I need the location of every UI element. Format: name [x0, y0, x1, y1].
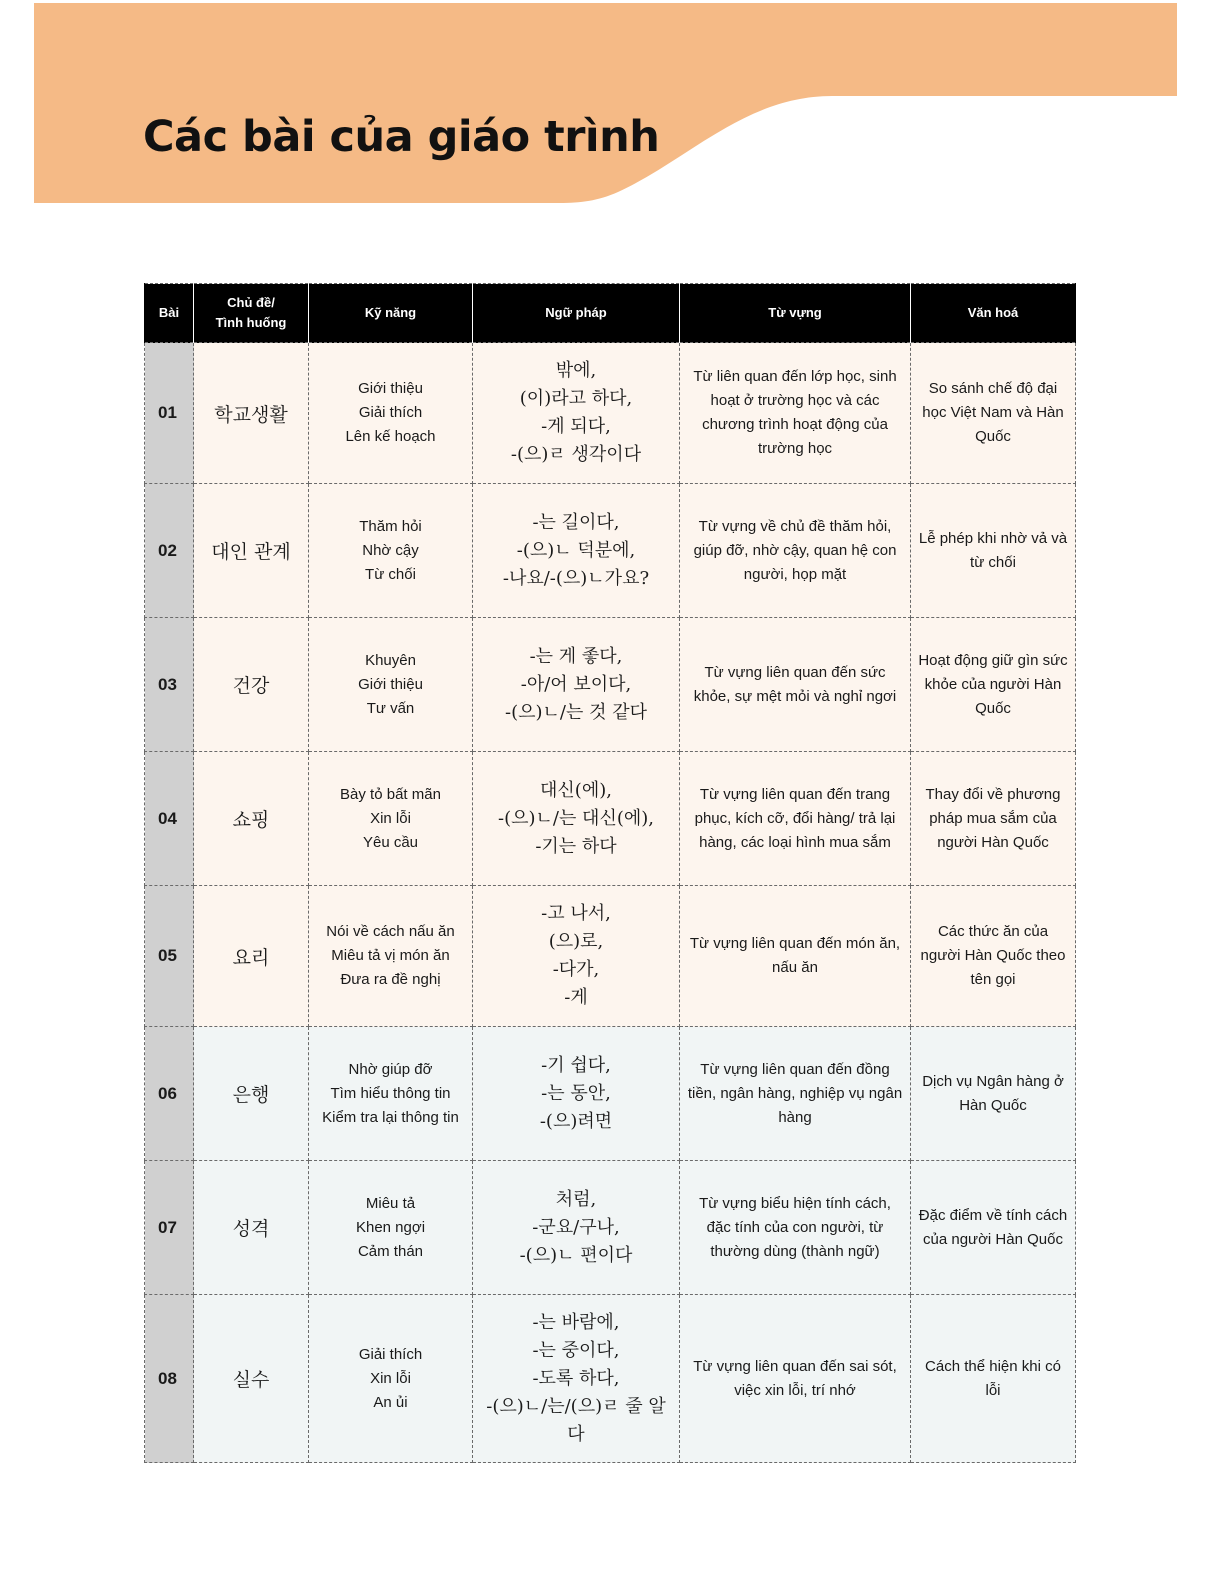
- lesson-grammar: 밖에, (이)라고 하다, -게 되다, -(으)ㄹ 생각이다: [473, 343, 680, 484]
- lesson-vocabulary: Từ vựng liên quan đến trang phục, kích cỡ, đổi hàng/ trả lại hàng, các loại hình mua sắm: [680, 752, 911, 886]
- lesson-vocabulary: Từ vựng liên quan đến đồng tiền, ngân hàng, nghiệp vụ ngân hàng: [680, 1027, 911, 1161]
- header-band-shape: [34, 3, 1177, 203]
- lesson-skills: Khuyên Giới thiệu Tư vấn: [309, 618, 473, 752]
- lesson-topic: 실수: [194, 1295, 309, 1463]
- lesson-number: 02: [145, 484, 194, 618]
- lesson-culture: Hoạt động giữ gìn sức khỏe của người Hàn Quốc: [911, 618, 1076, 752]
- table-row: [145, 1161, 1076, 1295]
- header-topic: Chủ đề/ Tình huống: [194, 284, 309, 343]
- lesson-topic: 은행: [194, 1027, 309, 1161]
- lesson-number: 04: [145, 752, 194, 886]
- header-skills: Kỹ năng: [309, 284, 473, 343]
- table-row: [145, 752, 1076, 886]
- lesson-number: 06: [145, 1027, 194, 1161]
- lesson-grammar: -는 바람에, -는 중이다, -도록 하다, -(으)ㄴ/는/(으)ㄹ 줄 알다: [473, 1295, 680, 1463]
- lesson-grammar: 처럼, -군요/구나, -(으)ㄴ 편이다: [473, 1161, 680, 1295]
- table-row: [145, 343, 1076, 484]
- table-row: [145, 484, 1076, 618]
- lesson-vocabulary: Từ vựng biểu hiện tính cách, đặc tính của con người, từ thường dùng (thành ngữ): [680, 1161, 911, 1295]
- header-grammar: Ngữ pháp: [473, 284, 680, 343]
- lesson-grammar: 대신(에), -(으)ㄴ/는 대신(에), -기는 하다: [473, 752, 680, 886]
- lesson-topic: 학교생활: [194, 343, 309, 484]
- lesson-grammar: -는 게 좋다, -아/어 보이다, -(으)ㄴ/는 것 같다: [473, 618, 680, 752]
- lesson-skills: Bày tỏ bất mãn Xin lỗi Yêu cầu: [309, 752, 473, 886]
- lesson-grammar: -고 나서, (으)로, -다가, -게: [473, 886, 680, 1027]
- lesson-culture: Thay đổi về phương pháp mua sắm của người Hàn Quốc: [911, 752, 1076, 886]
- lesson-grammar: -기 쉽다, -는 동안, -(으)려면: [473, 1027, 680, 1161]
- lesson-vocabulary: Từ liên quan đến lớp học, sinh hoạt ở trường học và các chương trình hoạt động của trường học: [680, 343, 911, 484]
- lesson-topic: 대인 관계: [194, 484, 309, 618]
- table-row: [145, 1295, 1076, 1463]
- lesson-vocabulary: Từ vựng về chủ đề thăm hỏi, giúp đỡ, nhờ cậy, quan hệ con người, họp mặt: [680, 484, 911, 618]
- page-title: Các bài của giáo trình: [143, 112, 660, 162]
- lesson-skills: Giải thích Xin lỗi An ủi: [309, 1295, 473, 1463]
- header-lesson: Bài: [145, 284, 194, 343]
- lesson-topic: 요리: [194, 886, 309, 1027]
- header-vocabulary: Từ vựng: [680, 284, 911, 343]
- lesson-vocabulary: Từ vựng liên quan đến món ăn, nấu ăn: [680, 886, 911, 1027]
- lesson-culture: Các thức ăn của người Hàn Quốc theo tên gọi: [911, 886, 1076, 1027]
- lesson-number: 05: [145, 886, 194, 1027]
- lesson-skills: Miêu tả Khen ngợi Cảm thán: [309, 1161, 473, 1295]
- lesson-number: 07: [145, 1161, 194, 1295]
- table-row: [145, 1027, 1076, 1161]
- lesson-number: 03: [145, 618, 194, 752]
- lesson-skills: Nói về cách nấu ăn Miêu tả vị món ăn Đưa ra đề nghị: [309, 886, 473, 1027]
- table-header-row: [145, 284, 1076, 343]
- lesson-culture: Đặc điểm về tính cách của người Hàn Quốc: [911, 1161, 1076, 1295]
- lesson-culture: Dịch vụ Ngân hàng ở Hàn Quốc: [911, 1027, 1076, 1161]
- lesson-skills: Giới thiệu Giải thích Lên kế hoạch: [309, 343, 473, 484]
- header-decoration: [0, 0, 1224, 220]
- lesson-culture: So sánh chế độ đại học Việt Nam và Hàn Quốc: [911, 343, 1076, 484]
- lesson-culture: Cách thể hiện khi có lỗi: [911, 1295, 1076, 1463]
- lesson-topic: 쇼핑: [194, 752, 309, 886]
- lesson-topic: 건강: [194, 618, 309, 752]
- table-row: [145, 618, 1076, 752]
- lesson-number: 01: [145, 343, 194, 484]
- lesson-grammar: -는 길이다, -(으)ㄴ 덕분에, -나요/-(으)ㄴ가요?: [473, 484, 680, 618]
- lesson-number: 08: [145, 1295, 194, 1463]
- lesson-skills: Nhờ giúp đỡ Tìm hiểu thông tin Kiểm tra lại thông tin: [309, 1027, 473, 1161]
- header-culture: Văn hoá: [911, 284, 1076, 343]
- table-row: [145, 886, 1076, 1027]
- lesson-vocabulary: Từ vựng liên quan đến sức khỏe, sự mệt mỏi và nghỉ ngơi: [680, 618, 911, 752]
- lesson-culture: Lễ phép khi nhờ vả và từ chối: [911, 484, 1076, 618]
- lesson-skills: Thăm hỏi Nhờ cậy Từ chối: [309, 484, 473, 618]
- lesson-topic: 성격: [194, 1161, 309, 1295]
- syllabus-table: [144, 283, 1076, 1463]
- lesson-vocabulary: Từ vựng liên quan đến sai sót, việc xin lỗi, trí nhớ: [680, 1295, 911, 1463]
